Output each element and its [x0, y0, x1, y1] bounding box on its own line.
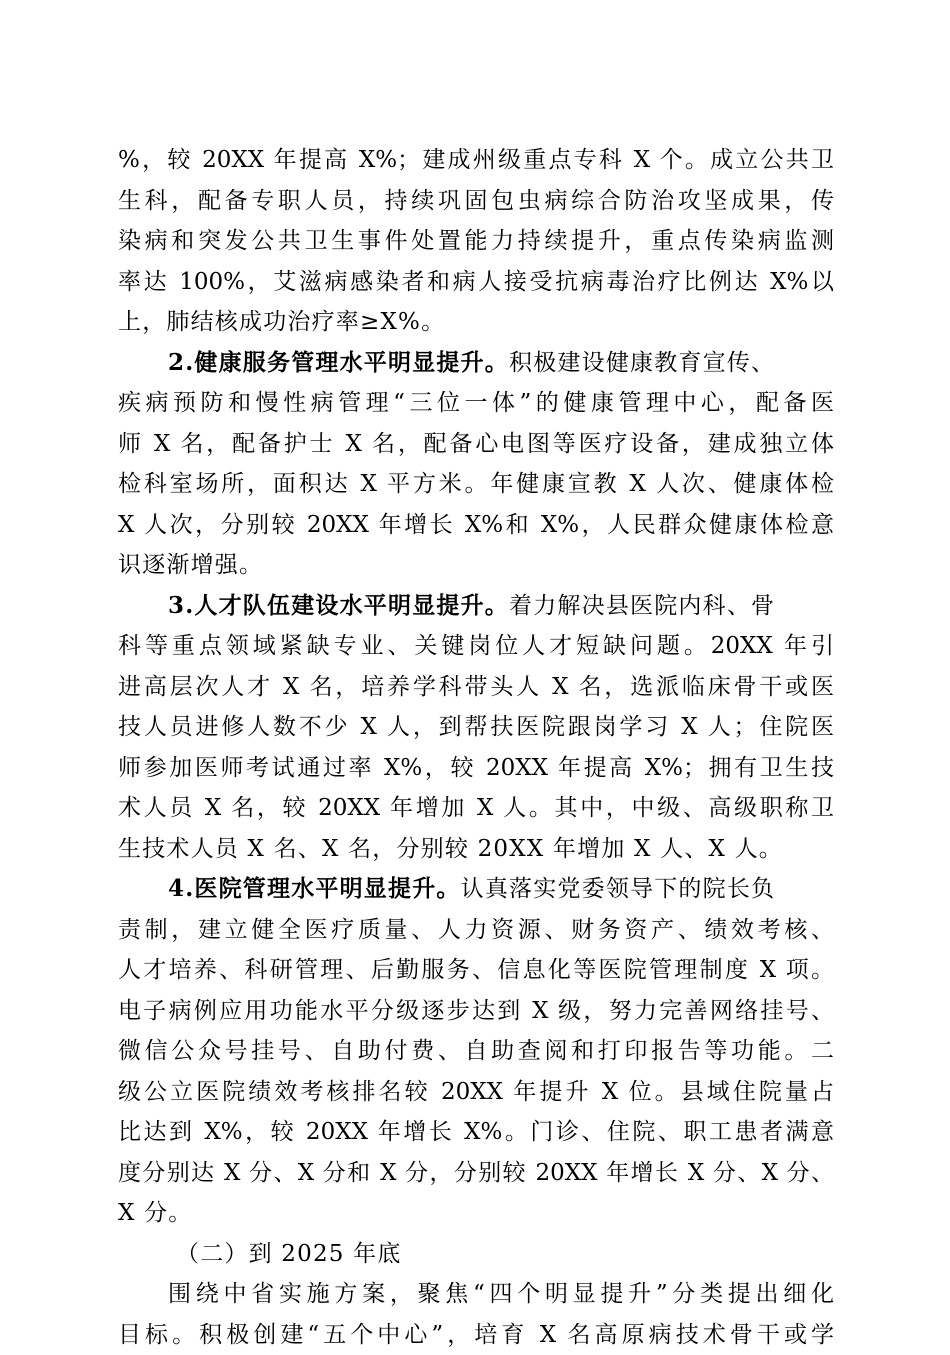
text-line: 微信公众号挂号、自助付费、自助查阅和打印报告等功能。二	[118, 1031, 834, 1072]
text-span: 着力解决县医院内科、骨	[509, 593, 775, 619]
text-line: 生技术人员 X 名、X 名，分别较 20XX 年增加 X 人、X 人。	[118, 829, 834, 870]
text-line: 电子病例应用功能水平分级逐步达到 X 级，努力完善网络挂号、	[118, 991, 834, 1032]
text-line: 疾病预防和慢性病管理“三位一体”的健康管理中心，配备医	[118, 383, 834, 424]
text-line: 科等重点领域紧缺专业、关键岗位人才短缺问题。20XX 年引	[118, 626, 834, 667]
paragraph-first-line	[118, 586, 834, 627]
text-line: 目标。积极创建“五个中心”，培育 X 名高原病技术骨干或学	[118, 1315, 834, 1355]
text-span: 认真落实党委领导下的院长负	[461, 876, 776, 902]
text-line: %，较 20XX 年提高 X%；建成州级重点专科 X 个。成立公共卫	[118, 140, 834, 181]
paragraph-first-line	[118, 343, 834, 384]
document-body	[118, 140, 834, 1355]
paragraph-first-line: 围绕中省实施方案，聚焦“四个明显提升”分类提出细化	[118, 1274, 834, 1315]
paragraph-first-line	[118, 869, 834, 910]
text-line: 人才培养、科研管理、后勤服务、信息化等医院管理制度 X 项。	[118, 950, 834, 991]
text-line: 检科室场所，面积达 X 平方米。年健康宣教 X 人次、健康体检	[118, 464, 834, 505]
heading-talent-team: 3.人才队伍建设水平明显提升。	[168, 592, 509, 619]
text-line: 上，肺结核成功治疗率≥X%。	[118, 302, 834, 343]
text-line: 师参加医师考试通过率 X%，较 20XX 年提高 X%；拥有卫生技	[118, 748, 834, 789]
text-line: 术人员 X 名，较 20XX 年增加 X 人。其中，中级、高级职称卫	[118, 788, 834, 829]
text-line: 度分别达 X 分、X 分和 X 分，分别较 20XX 年增长 X 分、X 分、	[118, 1153, 834, 1194]
text-line: 识逐渐增强。	[118, 545, 834, 586]
text-line: 染病和突发公共卫生事件处置能力持续提升，重点传染病监测	[118, 221, 834, 262]
text-line: 进高层次人才 X 名，培养学科带头人 X 名，选派临床骨干或医	[118, 667, 834, 708]
heading-health-service: 2.健康服务管理水平明显提升。	[168, 349, 509, 376]
section-heading: （二）到 2025 年底	[118, 1234, 834, 1275]
heading-hospital-management: 4.医院管理水平明显提升。	[168, 875, 461, 902]
text-line: X 人次，分别较 20XX 年增长 X%和 X%，人民群众健康体检意	[118, 505, 834, 546]
text-line: 师 X 名，配备护士 X 名，配备心电图等医疗设备，建成独立体	[118, 424, 834, 465]
text-span: 积极建设健康教育宣传、	[509, 350, 775, 376]
text-line: 率达 100%，艾滋病感染者和病人接受抗病毒治疗比例达 X%以	[118, 262, 834, 303]
text-line: 责制，建立健全医疗质量、人力资源、财务资产、绩效考核、	[118, 910, 834, 951]
text-line: 生科，配备专职人员，持续巩固包虫病综合防治攻坚成果，传	[118, 181, 834, 222]
text-line: 技人员进修人数不少 X 人，到帮扶医院跟岗学习 X 人；住院医	[118, 707, 834, 748]
text-line: 比达到 X%，较 20XX 年增长 X%。门诊、住院、职工患者满意	[118, 1112, 834, 1153]
text-line: X 分。	[118, 1193, 834, 1234]
text-line: 级公立医院绩效考核排名较 20XX 年提升 X 位。县域住院量占	[118, 1072, 834, 1113]
